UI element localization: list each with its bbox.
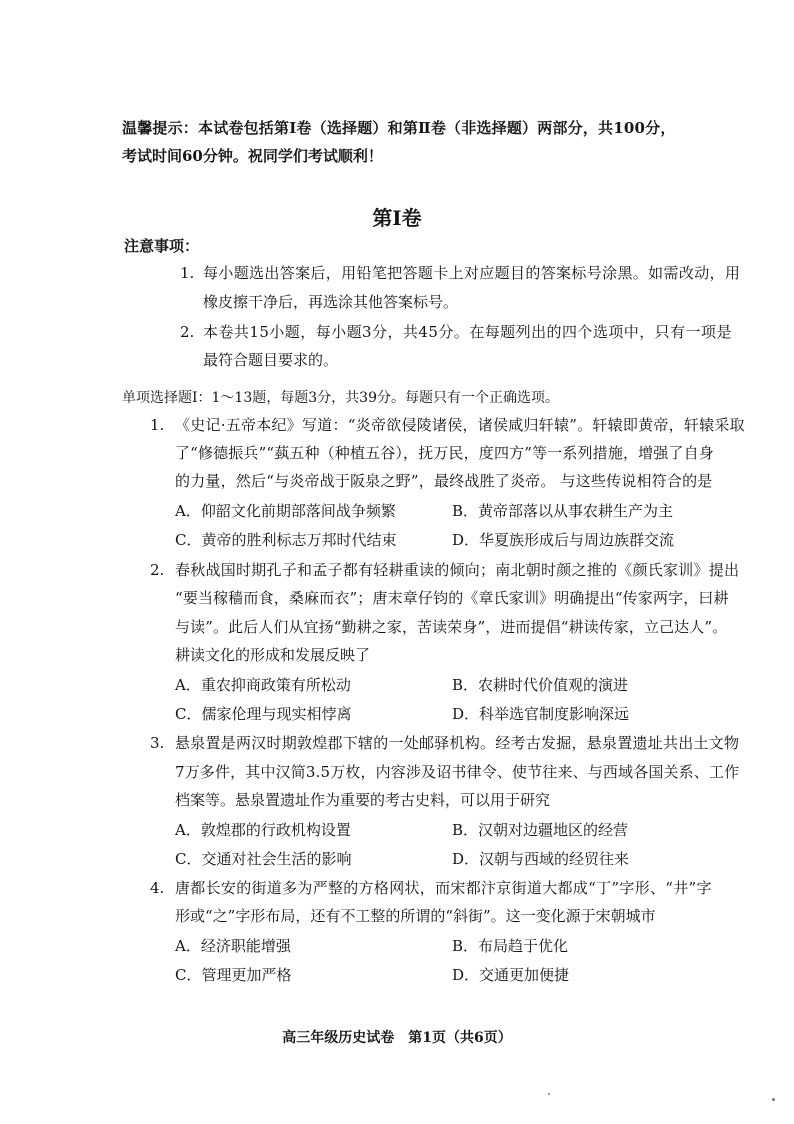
question-number: 3. xyxy=(150,734,165,752)
question-text: 春秋战国时期孔子和孟子都有轻耕重读的倾向；南北朝时颜之推的《颜氏家训》提出 xyxy=(175,561,740,579)
notice-line-1: 温馨提示：本试卷包括第Ⅰ卷（选择题）和第Ⅱ卷（非选择题）两部分，共100分， xyxy=(122,119,676,137)
option-b[interactable]: B．布局趋于优化 xyxy=(452,937,569,955)
option-d[interactable]: D．交通更加便捷 xyxy=(452,966,570,984)
question-text: 7万多件，其中汉简3.5万枚，内容涉及诏书律令、使节往来、与西域各国关系、工作 xyxy=(175,763,740,781)
option-c[interactable]: C．黄帝的胜利标志万邦时代结束 xyxy=(175,531,397,549)
section-intro: 单项选择题Ⅰ：1～13题，每题3分，共39分。每题只有一个正确选项。 xyxy=(122,390,559,406)
page-footer: 高三年级历史试卷 第1页（共6页） xyxy=(282,1030,512,1046)
question-text: 形或“之”字形布局，还有不工整的所谓的“斜街”。这一变化源于宋朝城市 xyxy=(175,907,656,925)
option-d[interactable]: D．汉朝与西域的经贸往来 xyxy=(452,850,630,868)
notice-line-2: 考试时间60分钟。祝同学们考试顺利！ xyxy=(122,147,383,165)
option-b[interactable]: B．黄帝部落以从事农耕生产为主 xyxy=(452,502,674,520)
attention-item-number: 2. xyxy=(180,323,195,341)
scan-speck xyxy=(548,1093,550,1095)
attention-item-text: 最符合题目要求的。 xyxy=(203,351,339,369)
question-number: 4. xyxy=(150,879,165,897)
option-c[interactable]: C．儒家伦理与现实相悖离 xyxy=(175,705,352,723)
question-text: 耕读文化的形成和发展反映了 xyxy=(175,646,371,664)
option-d[interactable]: D．科举选官制度影响深远 xyxy=(452,705,630,723)
attention-item-text: 橡皮擦干净后，再选涂其他答案标号。 xyxy=(203,293,459,311)
option-a[interactable]: A．重农抑商政策有所松动 xyxy=(175,676,351,694)
option-b[interactable]: B．汉朝对边疆地区的经营 xyxy=(452,821,629,839)
attention-item-number: 1. xyxy=(180,264,195,282)
question-text: 唐都长安的街道多为严整的方格网状，而宋都汴京街道大都成“丁”字形、“井”字 xyxy=(175,879,712,897)
option-c[interactable]: C．管理更加严格 xyxy=(175,966,292,984)
option-a[interactable]: A．经济职能增强 xyxy=(175,937,291,955)
option-d[interactable]: D．华夏族形成后与周边族群交流 xyxy=(452,531,675,549)
question-text: 的力量，然后“与炎帝战于阪泉之野”，最终战胜了炎帝。 与这些传说相符合的是 xyxy=(175,472,713,490)
option-c[interactable]: C．交通对社会生活的影响 xyxy=(175,850,352,868)
attention-item-text: 本卷共15小题，每小题3分，共45分。在每题列出的四个选项中，只有一项是 xyxy=(203,323,732,341)
question-text: 了“修德振兵”“蓺五种（种植五谷），抚万民，度四方”等一系列措施，增强了自身 xyxy=(175,444,714,462)
question-text: 悬泉置是两汉时期敦煌郡下辖的一处邮驿机构。经考古发掘，悬泉置遗址共出土文物 xyxy=(175,734,740,752)
scan-speck xyxy=(772,1098,775,1101)
option-a[interactable]: A．仰韶文化前期部落间战争频繁 xyxy=(175,502,396,520)
question-text: 《史记·五帝本纪》写道：“炎帝欲侵陵诸侯，诸侯咸归轩辕”。轩辕即黄帝，轩辕采取 xyxy=(175,416,745,434)
attention-item-text: 每小题选出答案后，用铅笔把答题卡上对应题目的答案标号涂黑。如需改动，用 xyxy=(203,264,741,282)
question-number: 2. xyxy=(150,561,165,579)
question-text: 与读”。此后人们从宜扬“勤耕之家，苦读荣身”，进而提倡“耕读传家，立己达人”。 xyxy=(175,618,728,636)
question-text: “要当稼穑而食，桑麻而衣”；唐末章仔钧的《章氏家训》明确提出“传家两字，曰耕 xyxy=(175,589,729,607)
option-b[interactable]: B．农耕时代价值观的演进 xyxy=(452,676,629,694)
question-number: 1. xyxy=(150,416,165,434)
section-title: 第Ⅰ卷 xyxy=(372,206,422,230)
option-a[interactable]: A．敦煌郡的行政机构设置 xyxy=(175,821,351,839)
attention-heading: 注意事项： xyxy=(124,237,200,255)
question-text: 档案等。悬泉置遗址作为重要的考古史料，可以用于研究 xyxy=(175,791,551,809)
